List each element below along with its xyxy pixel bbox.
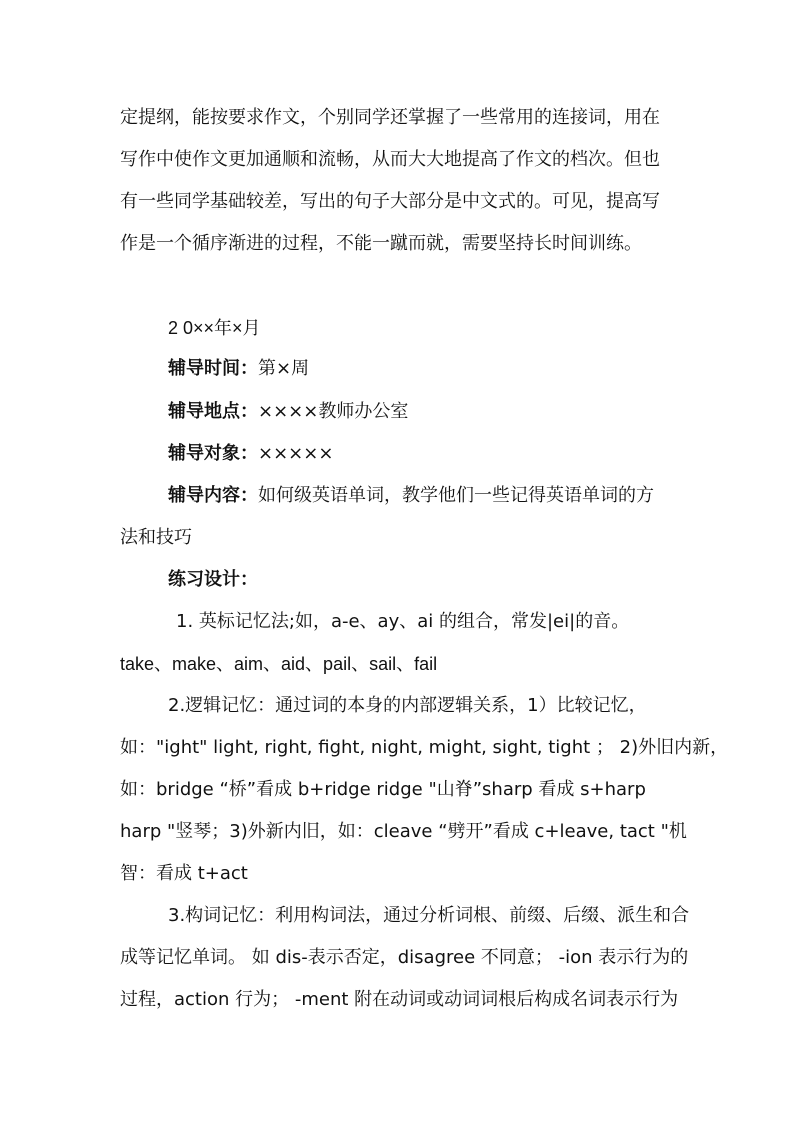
field-target	[168, 442, 333, 466]
intro-line-2: 写作中使作文更加通顺和流畅，从而大大地提高了作文的档次。但也	[120, 149, 660, 170]
practice-item-3-line-1: 3.构词记忆：利用构词法，通过分析词根、前缀、后缀、派生和合	[168, 905, 690, 926]
practice-item-2-line-5: 智：看成 t+act	[120, 863, 248, 884]
practice-item-2-line-2: 如："ight" light, right, fight, night, might, sight, tight ； 2)外旧内新，	[120, 737, 729, 758]
field-place-value: ××××教师办公室	[258, 401, 409, 422]
field-content	[168, 484, 654, 508]
practice-item-3-line-2: 成等记忆单词。 如 dis-表示否定，disagree 不同意； -ion 表示行为的	[120, 947, 689, 968]
practice-title: 练习设计：	[168, 569, 258, 590]
field-place	[168, 400, 408, 424]
field-content-label: 辅导内容：	[168, 485, 258, 506]
intro-line-3: 有一些同学基础较差，写出的句子大部分是中文式的。可见，提高写	[120, 191, 660, 212]
practice-item-2-line-1: 2.逻辑记忆：通过词的本身的内部逻辑关系，1）比较记忆，	[168, 695, 647, 716]
practice-item-1-line-2: take、make、aim、aid、pail、sail、fail	[120, 654, 438, 674]
practice-item-3-line-3: 过程，action 行为； -ment 附在动词或动词词根后构成名词表示行为	[120, 989, 679, 1010]
field-time-label: 辅导时间：	[168, 358, 258, 379]
field-target-value: ×××××	[258, 443, 334, 464]
intro-line-1: 定提纲，能按要求作文，个别同学还掌握了一些常用的连接词，用在	[120, 107, 660, 128]
practice-item-1-line-1: 1. 英标记忆法;如，a-e、ay、ai 的组合，常发|ei|的音。	[176, 611, 630, 632]
intro-line-4: 作是一个循序渐进的过程，不能一蹴而就，需要坚持长时间训练。	[120, 233, 642, 254]
field-place-label: 辅导地点：	[168, 401, 258, 422]
date-line: 2 0××年×月	[168, 318, 261, 338]
field-time-value: 第×周	[258, 358, 310, 379]
field-target-label: 辅导对象：	[168, 443, 258, 464]
practice-item-2-line-3: 如：bridge “桥”看成 b+ridge ridge "山脊”sharp 看成 s+harp	[120, 779, 646, 800]
field-time	[168, 357, 309, 381]
field-content-continuation: 法和技巧	[120, 527, 192, 548]
field-content-value: 如何级英语单词，教学他们一些记得英语单词的方	[258, 485, 654, 506]
practice-item-2-line-4: harp "竖琴；3)外新内旧，如：cleave “劈开”看成 c+leave, tact "机	[120, 821, 687, 842]
